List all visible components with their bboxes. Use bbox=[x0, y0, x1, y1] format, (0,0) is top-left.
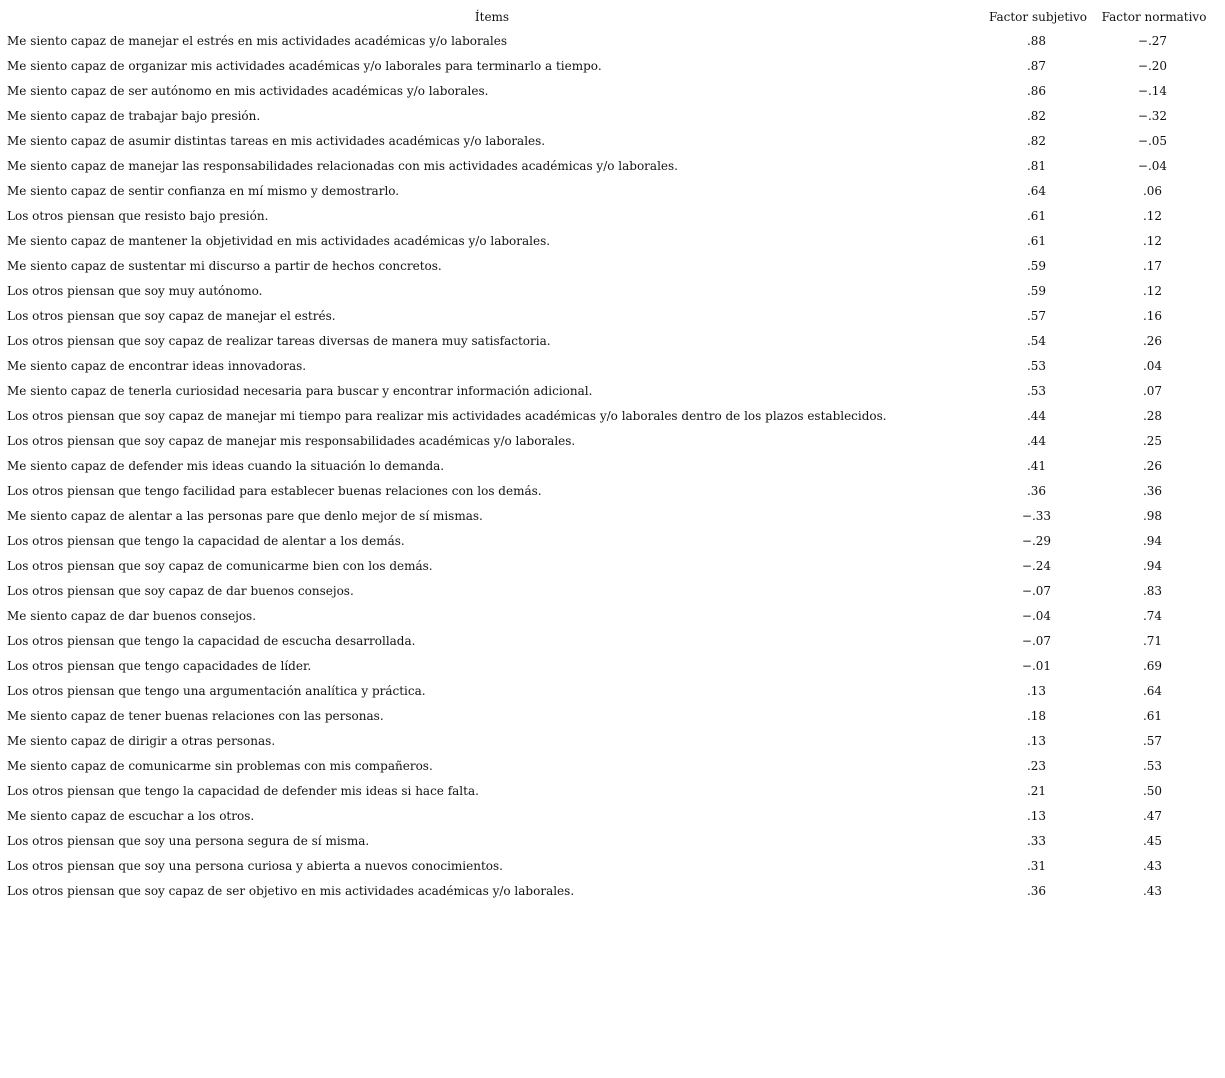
factor-subjetivo-value: .44 bbox=[1026, 408, 1047, 423]
factor-subjetivo-value: .86 bbox=[1026, 83, 1047, 98]
factor-normativo-value: .17 bbox=[1142, 258, 1163, 273]
table-row bbox=[4, 578, 1212, 603]
factor-subjetivo-value: .82 bbox=[1026, 133, 1047, 148]
item-text: Los otros piensan que soy capaz de manejar el estrés. bbox=[7, 308, 336, 323]
table-row bbox=[4, 328, 1212, 353]
factor-subjetivo-value: .59 bbox=[1026, 258, 1047, 273]
factor-subjetivo-value: .81 bbox=[1026, 158, 1047, 173]
item-text: Me siento capaz de organizar mis actividades académicas y/o laborales para terminarlo a tiempo. bbox=[7, 58, 602, 73]
table-row bbox=[4, 828, 1212, 853]
factor-subjetivo-value: −.24 bbox=[1021, 558, 1052, 573]
item-text: Me siento capaz de sustentar mi discurso a partir de hechos concretos. bbox=[7, 258, 442, 273]
header-items: Ítems bbox=[474, 9, 510, 24]
item-text: Me siento capaz de manejar el estrés en mis actividades académicas y/o laborales bbox=[7, 33, 507, 48]
factor-subjetivo-value: .13 bbox=[1026, 808, 1047, 823]
factor-subjetivo-value: .64 bbox=[1026, 183, 1047, 198]
table-row bbox=[4, 303, 1212, 328]
item-text: Me siento capaz de ser autónomo en mis actividades académicas y/o laborales. bbox=[7, 83, 489, 98]
table-row bbox=[4, 403, 1212, 428]
table-row bbox=[4, 603, 1212, 628]
factor-subjetivo-value: −.04 bbox=[1021, 608, 1052, 623]
item-text: Los otros piensan que soy muy autónomo. bbox=[7, 283, 263, 298]
factor-subjetivo-value: −.01 bbox=[1021, 658, 1052, 673]
factor-subjetivo-value: .54 bbox=[1026, 333, 1047, 348]
table-row bbox=[4, 778, 1212, 803]
factor-normativo-value: .12 bbox=[1142, 283, 1163, 298]
item-text: Los otros piensan que soy capaz de dar buenos consejos. bbox=[7, 583, 354, 598]
item-text: Me siento capaz de sentir confianza en mí mismo y demostrarlo. bbox=[7, 183, 400, 198]
factor-normativo-value: −.20 bbox=[1137, 58, 1168, 73]
factor-normativo-value: .64 bbox=[1142, 683, 1163, 698]
table-row bbox=[4, 728, 1212, 753]
factor-normativo-value: −.14 bbox=[1137, 83, 1168, 98]
item-text: Me siento capaz de defender mis ideas cuando la situación lo demanda. bbox=[7, 458, 445, 473]
table-row bbox=[4, 528, 1212, 553]
table-row bbox=[4, 228, 1212, 253]
item-text: Los otros piensan que tengo una argumentación analítica y práctica. bbox=[7, 683, 426, 698]
item-text: Los otros piensan que tengo facilidad para establecer buenas relaciones con los demás. bbox=[7, 483, 542, 498]
factor-subjetivo-value: .13 bbox=[1026, 683, 1047, 698]
factor-subjetivo-value: .23 bbox=[1026, 758, 1047, 773]
item-text: Me siento capaz de alentar a las personas pare que denlo mejor de sí mismas. bbox=[7, 508, 483, 523]
factor-normativo-value: .26 bbox=[1142, 333, 1163, 348]
factor-normativo-value: .47 bbox=[1142, 808, 1163, 823]
table-row bbox=[4, 428, 1212, 453]
factor-normativo-value: .43 bbox=[1142, 883, 1163, 898]
factor-subjetivo-value: .53 bbox=[1026, 358, 1047, 373]
item-text: Los otros piensan que soy capaz de comunicarme bien con los demás. bbox=[7, 558, 433, 573]
table-row bbox=[4, 53, 1212, 78]
item-text: Me siento capaz de mantener la objetividad en mis actividades académicas y/o laborales. bbox=[7, 233, 551, 248]
factor-normativo-value: .57 bbox=[1142, 733, 1163, 748]
factor-normativo-value: .07 bbox=[1142, 383, 1163, 398]
item-text: Me siento capaz de dirigir a otras personas. bbox=[7, 733, 276, 748]
item-text: Los otros piensan que soy una persona curiosa y abierta a nuevos conocimientos. bbox=[7, 858, 503, 873]
table-row bbox=[4, 678, 1212, 703]
factor-normativo-value: .16 bbox=[1142, 308, 1163, 323]
factor-subjetivo-value: .13 bbox=[1026, 733, 1047, 748]
factor-subjetivo-value: .61 bbox=[1026, 233, 1047, 248]
factor-normativo-value: .50 bbox=[1142, 783, 1163, 798]
table-row bbox=[4, 753, 1212, 778]
table-row bbox=[4, 253, 1212, 278]
table-row bbox=[4, 128, 1212, 153]
header-row bbox=[4, 5, 1212, 28]
item-text: Los otros piensan que soy capaz de manejar mi tiempo para realizar mis actividades académicas y/o laborales dentro de los plazos establecidos. bbox=[7, 408, 887, 423]
factor-subjetivo-value: −.07 bbox=[1021, 583, 1052, 598]
factor-normativo-value: .45 bbox=[1142, 833, 1163, 848]
table-row bbox=[4, 853, 1212, 878]
item-text: Los otros piensan que soy capaz de manejar mis responsabilidades académicas y/o laborales. bbox=[7, 433, 576, 448]
factor-normativo-value: .74 bbox=[1142, 608, 1163, 623]
item-text: Los otros piensan que tengo la capacidad de escucha desarrollada. bbox=[7, 633, 416, 648]
item-text: Los otros piensan que tengo la capacidad de defender mis ideas si hace falta. bbox=[7, 783, 479, 798]
table-row bbox=[4, 178, 1212, 203]
factor-subjetivo-value: .36 bbox=[1026, 483, 1047, 498]
factor-normativo-value: .25 bbox=[1142, 433, 1163, 448]
factor-subjetivo-value: .41 bbox=[1026, 458, 1047, 473]
table-row bbox=[4, 453, 1212, 478]
factor-subjetivo-value: .44 bbox=[1026, 433, 1047, 448]
table-row bbox=[4, 378, 1212, 403]
table-row bbox=[4, 353, 1212, 378]
table-row bbox=[4, 153, 1212, 178]
factor-normativo-value: .69 bbox=[1142, 658, 1163, 673]
table-row bbox=[4, 628, 1212, 653]
factor-normativo-value: .83 bbox=[1142, 583, 1163, 598]
table-row bbox=[4, 503, 1212, 528]
factor-subjetivo-value: .59 bbox=[1026, 283, 1047, 298]
factor-subjetivo-value: .82 bbox=[1026, 108, 1047, 123]
factor-subjetivo-value: −.29 bbox=[1021, 533, 1052, 548]
factor-subjetivo-value: .21 bbox=[1026, 783, 1047, 798]
item-text: Me siento capaz de trabajar bajo presión. bbox=[7, 108, 261, 123]
item-text: Me siento capaz de asumir distintas tareas en mis actividades académicas y/o laborales. bbox=[7, 133, 546, 148]
factor-subjetivo-value: .87 bbox=[1026, 58, 1047, 73]
factor-subjetivo-value: .33 bbox=[1026, 833, 1047, 848]
factor-normativo-value: .12 bbox=[1142, 233, 1163, 248]
factor-normativo-value: .98 bbox=[1142, 508, 1163, 523]
table-row bbox=[4, 103, 1212, 128]
table-row bbox=[4, 703, 1212, 728]
factor-normativo-value: .06 bbox=[1142, 183, 1163, 198]
factor-normativo-value: .12 bbox=[1142, 208, 1163, 223]
table-row bbox=[4, 28, 1212, 53]
header-factor-normativo: Factor normativo bbox=[1101, 9, 1207, 24]
factor-normativo-value: .36 bbox=[1142, 483, 1163, 498]
item-text: Los otros piensan que soy capaz de ser objetivo en mis actividades académicas y/o laborales. bbox=[7, 883, 575, 898]
item-text: Me siento capaz de comunicarme sin problemas con mis compañeros. bbox=[7, 758, 433, 773]
factor-normativo-value: −.05 bbox=[1137, 133, 1168, 148]
table-row bbox=[4, 78, 1212, 103]
factor-subjetivo-value: .36 bbox=[1026, 883, 1047, 898]
table-row bbox=[4, 653, 1212, 678]
factor-normativo-value: .04 bbox=[1142, 358, 1163, 373]
factor-subjetivo-value: −.33 bbox=[1021, 508, 1052, 523]
factor-subjetivo-value: .18 bbox=[1026, 708, 1047, 723]
table-row bbox=[4, 803, 1212, 828]
factor-normativo-value: −.32 bbox=[1137, 108, 1168, 123]
item-text: Los otros piensan que resisto bajo presión. bbox=[7, 208, 269, 223]
factor-subjetivo-value: .31 bbox=[1026, 858, 1047, 873]
factor-normativo-value: .61 bbox=[1142, 708, 1163, 723]
table-row bbox=[4, 203, 1212, 228]
factor-normativo-value: .28 bbox=[1142, 408, 1163, 423]
factor-subjetivo-value: .53 bbox=[1026, 383, 1047, 398]
factor-normativo-value: −.27 bbox=[1137, 33, 1168, 48]
item-text: Me siento capaz de escuchar a los otros. bbox=[7, 808, 255, 823]
table-row bbox=[4, 478, 1212, 503]
item-text: Me siento capaz de manejar las responsabilidades relacionadas con mis actividades académicas y/o laborales. bbox=[7, 158, 678, 173]
factor-normativo-value: .43 bbox=[1142, 858, 1163, 873]
table-body bbox=[4, 28, 1212, 903]
factor-normativo-value: .94 bbox=[1142, 558, 1163, 573]
item-text: Los otros piensan que tengo capacidades de líder. bbox=[7, 658, 312, 673]
header-factor-subjetivo: Factor subjetivo bbox=[988, 9, 1088, 24]
factor-subjetivo-value: .88 bbox=[1026, 33, 1047, 48]
factor-normativo-value: .71 bbox=[1142, 633, 1163, 648]
table-row bbox=[4, 553, 1212, 578]
item-text: Me siento capaz de encontrar ideas innovadoras. bbox=[7, 358, 307, 373]
factor-loadings-table bbox=[4, 5, 1212, 903]
factor-subjetivo-value: −.07 bbox=[1021, 633, 1052, 648]
factor-normativo-value: .53 bbox=[1142, 758, 1163, 773]
table-row bbox=[4, 878, 1212, 903]
factor-subjetivo-value: .57 bbox=[1026, 308, 1047, 323]
item-text: Los otros piensan que soy una persona segura de sí misma. bbox=[7, 833, 370, 848]
item-text: Me siento capaz de tener buenas relaciones con las personas. bbox=[7, 708, 384, 723]
item-text: Los otros piensan que tengo la capacidad de alentar a los demás. bbox=[7, 533, 405, 548]
factor-subjetivo-value: .61 bbox=[1026, 208, 1047, 223]
item-text: Los otros piensan que soy capaz de realizar tareas diversas de manera muy satisfactoria. bbox=[7, 333, 551, 348]
table-row bbox=[4, 278, 1212, 303]
item-text: Me siento capaz de tenerla curiosidad necesaria para buscar y encontrar información adicional. bbox=[7, 383, 593, 398]
factor-normativo-value: .94 bbox=[1142, 533, 1163, 548]
factor-normativo-value: .26 bbox=[1142, 458, 1163, 473]
factor-normativo-value: −.04 bbox=[1137, 158, 1168, 173]
item-text: Me siento capaz de dar buenos consejos. bbox=[7, 608, 257, 623]
